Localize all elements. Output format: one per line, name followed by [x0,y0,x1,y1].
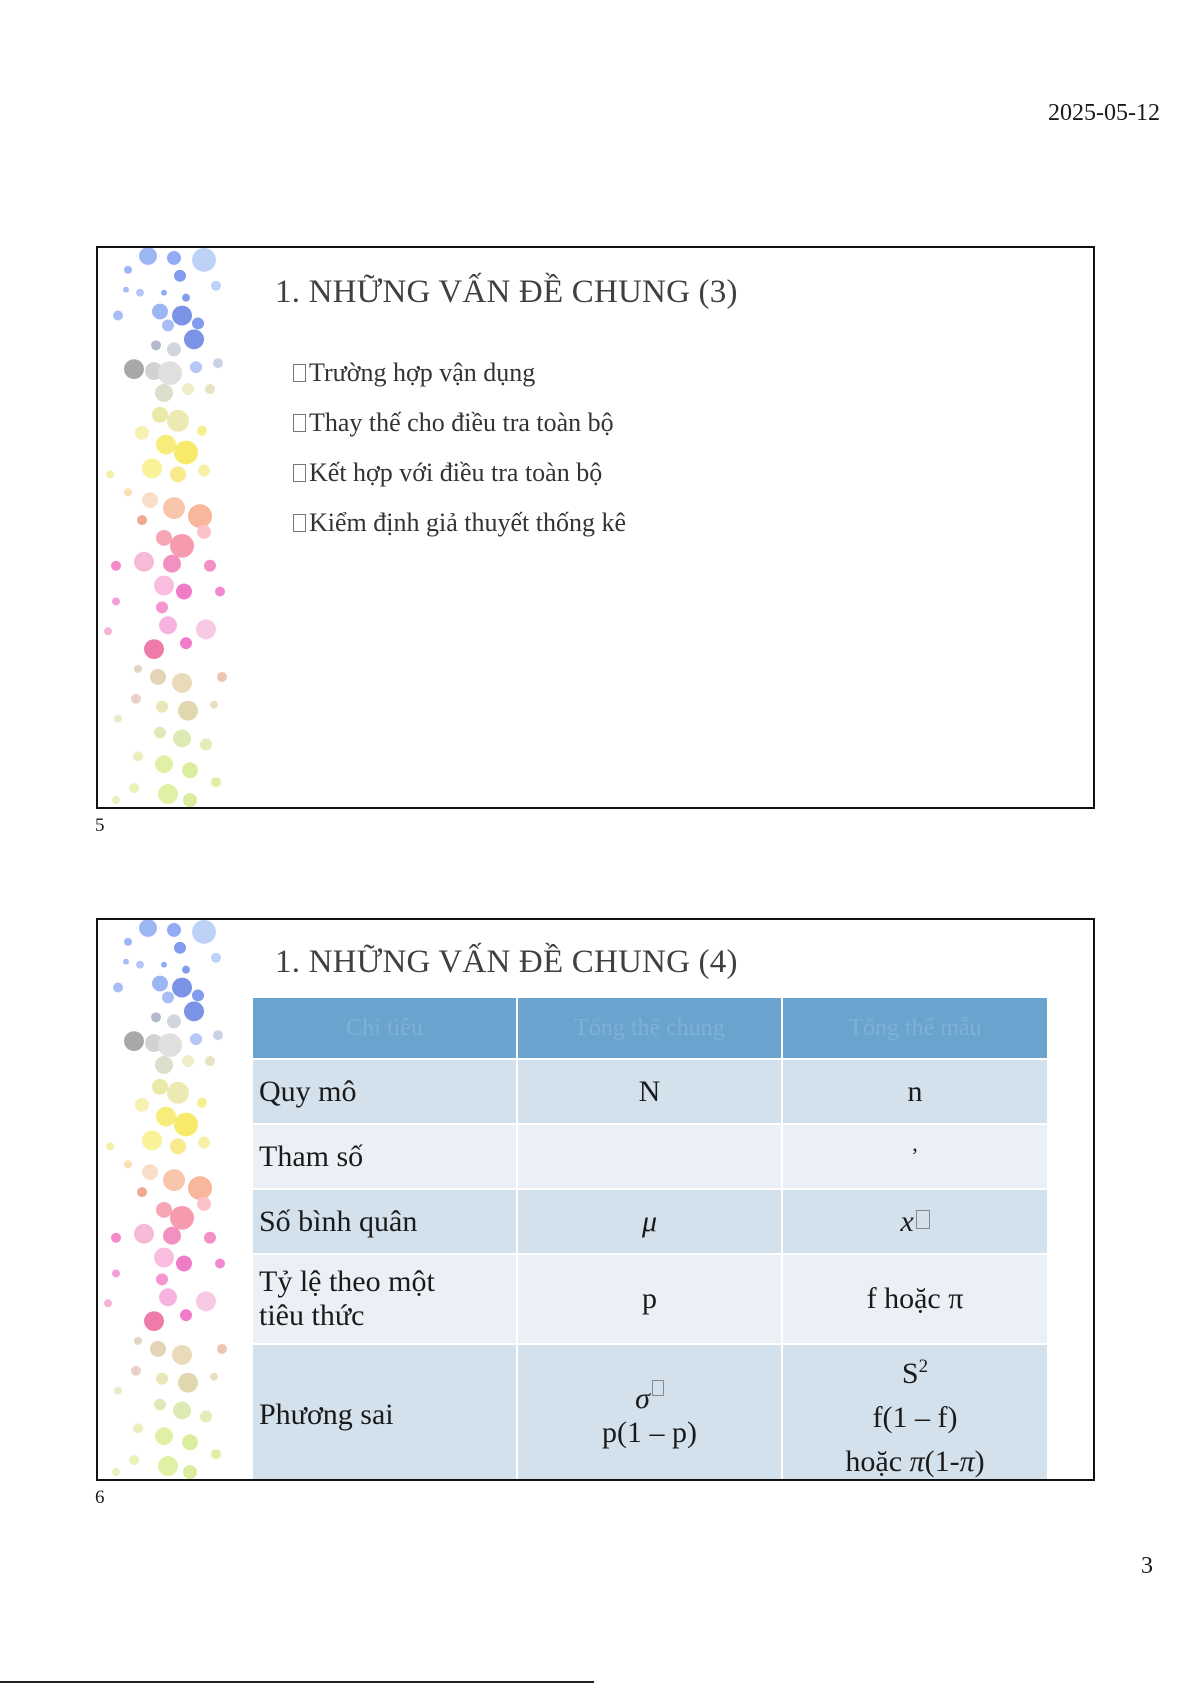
table-row [252,1059,1048,1124]
header-cell: Chỉ tiêu [252,997,517,1059]
sample-cell: x [782,1189,1048,1254]
table-header-row [252,997,1048,1059]
population-cell: σ p(1 – p) [517,1344,782,1481]
slide-title: 1. NHỮNG VẤN ĐỀ CHUNG (3) [275,274,738,310]
population-cell: μ [517,1189,782,1254]
slide-number: 5 [95,815,105,836]
sample-cell: $S^2$ f(1 – f) hoặc π(1-π) [782,1344,1048,1481]
table-row [252,1189,1048,1254]
footer-divider [0,1681,594,1683]
sample-cell: f hoặc π [782,1254,1048,1344]
missing-glyph-icon [916,1210,930,1229]
row-label: Tỷ lệ theo một tiêu thức [252,1254,517,1344]
bullet-box-icon [293,414,306,432]
row-label: Tham số [252,1124,517,1189]
population-cell: N [517,1059,782,1124]
bullet-box-icon [293,514,306,532]
slide-number: 6 [95,1487,105,1508]
bullet-list [293,348,626,548]
sample-cell: , [782,1124,1048,1189]
page-date: 2025-05-12 [1048,100,1160,126]
table-row [252,1124,1048,1189]
row-label: Quy mô [252,1059,517,1124]
row-label: Phương sai [252,1344,517,1481]
bubble-decoration [98,248,248,807]
bullet-item: Kiểm định giả thuyết thống kê [293,498,626,548]
missing-glyph-icon [652,1380,664,1396]
bullet-box-icon [293,364,306,382]
comparison-table [251,996,1049,1481]
slide-title: 1. NHỮNG VẤN ĐỀ CHUNG (4) [275,944,738,980]
table-row [252,1344,1048,1481]
bullet-box-icon [293,464,306,482]
population-cell [517,1124,782,1189]
table-row [252,1254,1048,1344]
bullet-item: Thay thế cho điều tra toàn bộ [293,398,626,448]
bubble-decoration [98,920,248,1479]
bullet-item: Trường hợp vận dụng [293,348,626,398]
bullet-item: Kết hợp với điều tra toàn bộ [293,448,626,498]
header-cell: Tổng thể chung [517,997,782,1059]
sample-cell: n [782,1059,1048,1124]
slide-6 [96,918,1095,1481]
slide-5 [96,246,1095,809]
page-number: 3 [1141,1553,1153,1579]
population-cell: p [517,1254,782,1344]
row-label: Số bình quân [252,1189,517,1254]
header-cell: Tổng thể mẫu [782,997,1048,1059]
